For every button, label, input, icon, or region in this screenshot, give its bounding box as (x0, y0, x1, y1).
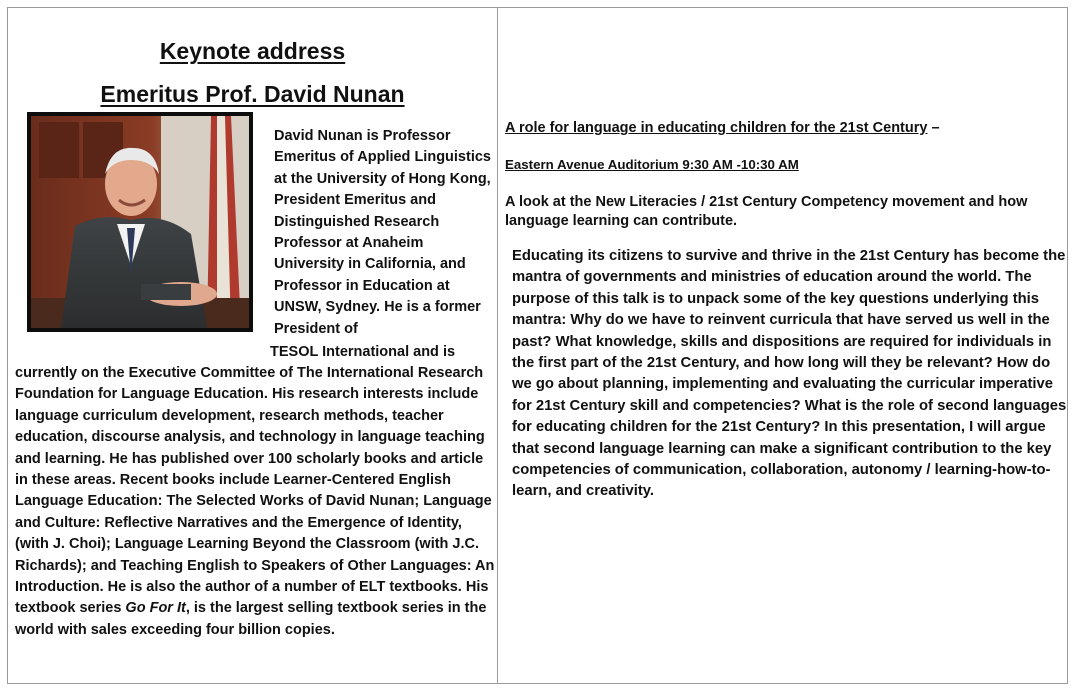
talk-lead: A look at the New Literacies / 21st Century Competency movement and how language learning can contribute. (505, 194, 1028, 229)
bio-text-1: currently on the Executive Committee of The International Research Foundation for Language Education. His research interests include language curriculum development, research methods, teacher education, discourse analysis, and technology in language teaching and learning. He has published over 100 scholarly books and article in these areas. Recent books include Learner-Centered English Language Education: The Selected Works of David Nunan; Language and Culture: Reflective Narratives and the Emergence of Identity, (with J. Choi); Language Learning Beyond the Classroom (with J.C. Richards); and Teaching English to Speakers of Other Languages: An Introduction. He is also the author of a number of ELT textbooks. His textbook series (15, 365, 495, 617)
venue-time: Eastern Avenue Auditorium 9:30 AM -10:30 AM (505, 157, 799, 172)
bio-continued (15, 363, 497, 641)
speaker-photo (27, 112, 253, 332)
bio-line: TESOL International and is (270, 344, 456, 360)
speaker-name: Emeritus Prof. David Nunan (100, 81, 405, 107)
column-divider (497, 7, 498, 684)
bio-intro: David Nunan is Professor Emeritus of Applied Linguistics at the University of Hong Kong, President Emeritus and Distinguished Research Professor at Anaheim University in California, and Professor in Education at UNSW, Sydney. He is a former President of (274, 128, 491, 337)
talk-title-dash: – (927, 120, 940, 136)
keynote-heading: Keynote address (159, 38, 346, 64)
talk-title-text: A role for language in educating children for the 21st Century (505, 120, 928, 136)
speaker-photo-image (31, 116, 249, 328)
book-series-title: Go For It (125, 600, 186, 617)
talk-title (505, 120, 940, 136)
talk-abstract: Educating its citizens to survive and thrive in the 21st Century has become the mantra of governments and ministries of education around the world. The purpose of this talk is to unpack some of the key questions underlying this mantra: Why do we have to reinvent curricula that have served us well in the past? What knowledge, skills and dispositions are required for individuals in the first part of the 21st Century, and how long will they be relevant? How do we go about planning, implementing and evaluating the curricular imperative for 21st Century skill and competencies? What is the role of second languages for educating children for the 21st Century? In this presentation, I will argue that second language learning can make a significant contribution to the key competencies of communication, collaboration, autonomy / learning-how-to-learn, and creativity. (512, 248, 1067, 500)
bio-text-2: , is the largest selling textbook series in the world with sales exceeding four billion copies. (15, 600, 487, 638)
